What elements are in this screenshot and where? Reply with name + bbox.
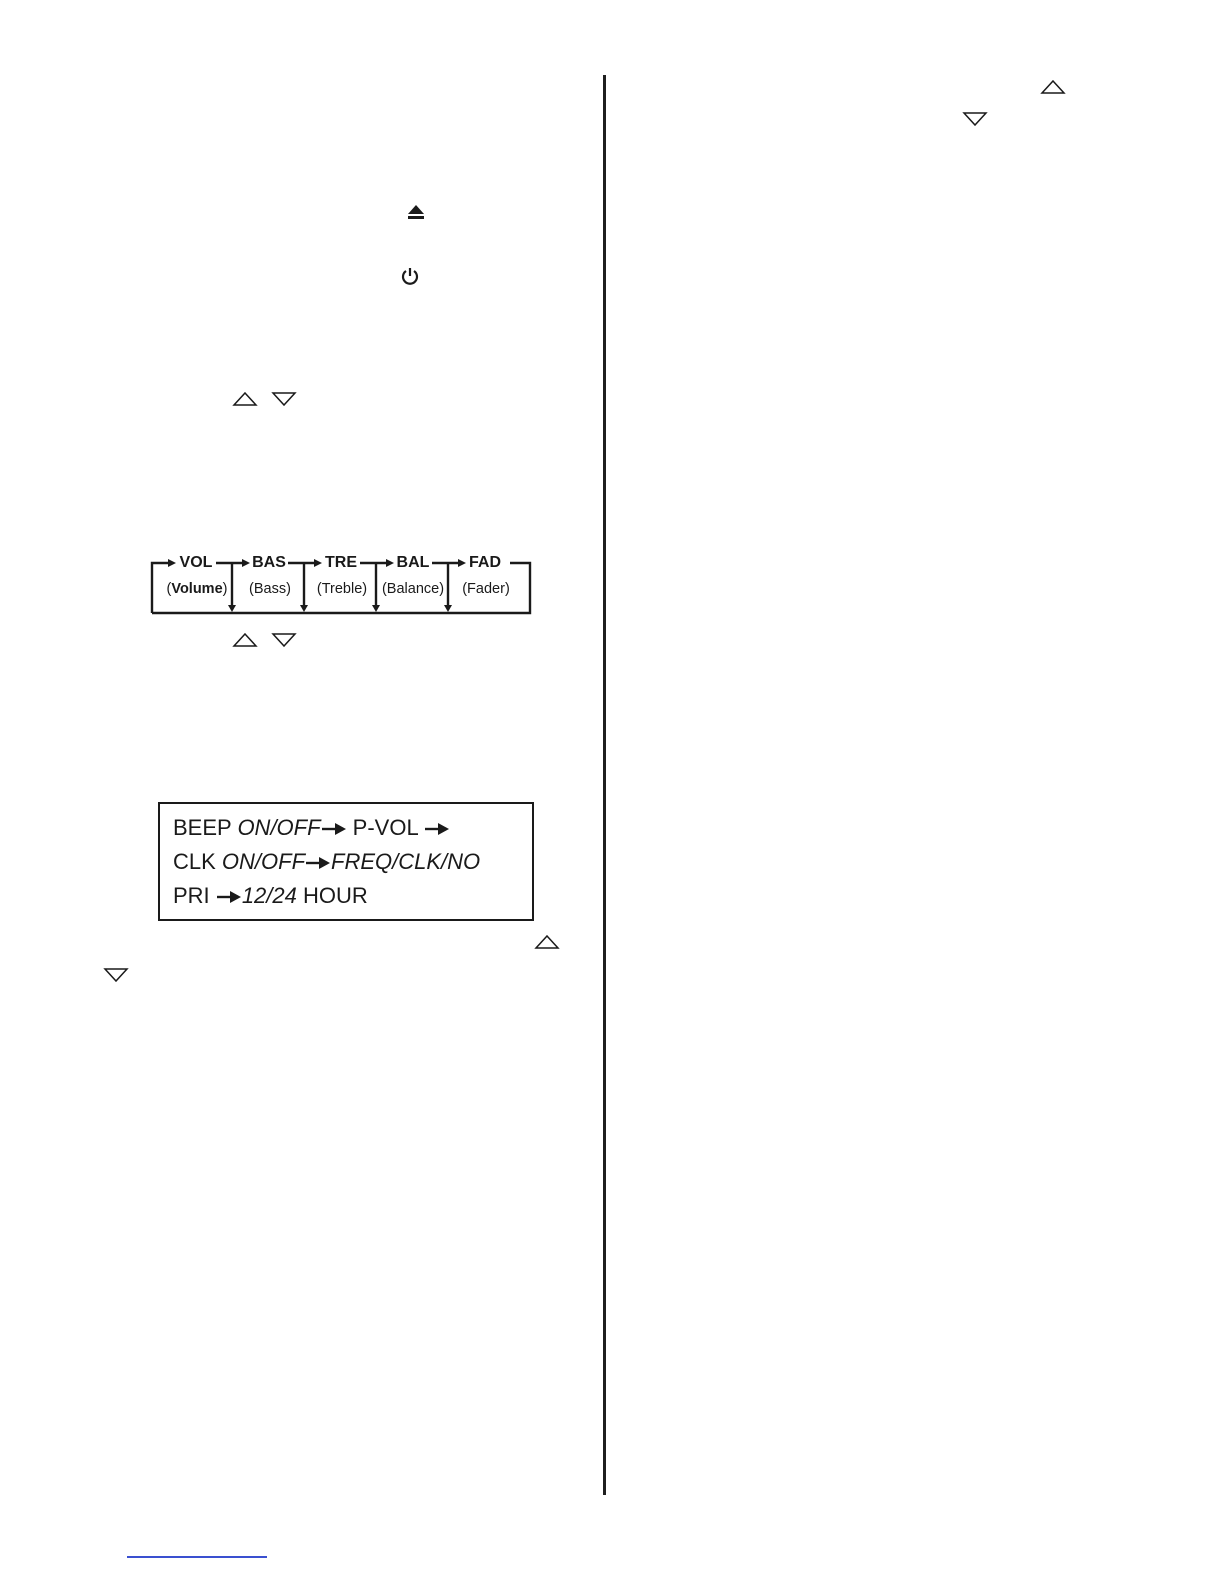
arrow-right-icon: [321, 816, 347, 842]
settings-menu-box: [158, 802, 534, 921]
flow-bas-sub: (Bass): [249, 581, 291, 597]
down-triangle-icon: [271, 391, 297, 407]
menu-line-beep: BEEP ON/OFF P-VOL: [173, 815, 450, 842]
power-icon: [400, 266, 420, 286]
flow-vol-sub: (Volume): [166, 581, 228, 597]
flow-fad-sub: (Fader): [462, 581, 510, 597]
down-triangle-icon: [271, 632, 297, 648]
down-triangle-icon: [962, 111, 988, 127]
arrow-right-icon: [424, 816, 450, 842]
up-triangle-icon: [232, 391, 258, 407]
flow-vol-label: VOL: [179, 554, 213, 571]
flow-bas-label: BAS: [252, 554, 286, 571]
up-triangle-icon: [232, 632, 258, 648]
eject-icon: [406, 203, 426, 221]
footer-link-underline[interactable]: [127, 1556, 267, 1558]
up-triangle-icon: [1040, 79, 1066, 95]
menu-line-clk: CLK ON/OFF FREQ/CLK/NO: [173, 849, 480, 876]
flow-bal-label: BAL: [396, 554, 430, 571]
flow-tre-sub: (Treble): [316, 581, 368, 597]
arrow-right-icon: [305, 850, 331, 876]
arrow-right-icon: [216, 884, 242, 910]
down-triangle-icon: [103, 967, 129, 983]
audio-settings-flow: [150, 554, 532, 614]
column-divider: [603, 75, 606, 1495]
flow-fad-label: FAD: [469, 554, 501, 571]
menu-line-pri: PRI 12/24 HOUR: [173, 883, 368, 910]
flow-bal-sub: (Balance): [381, 581, 445, 597]
flow-tre-label: TRE: [325, 554, 357, 571]
up-triangle-icon: [534, 934, 560, 950]
